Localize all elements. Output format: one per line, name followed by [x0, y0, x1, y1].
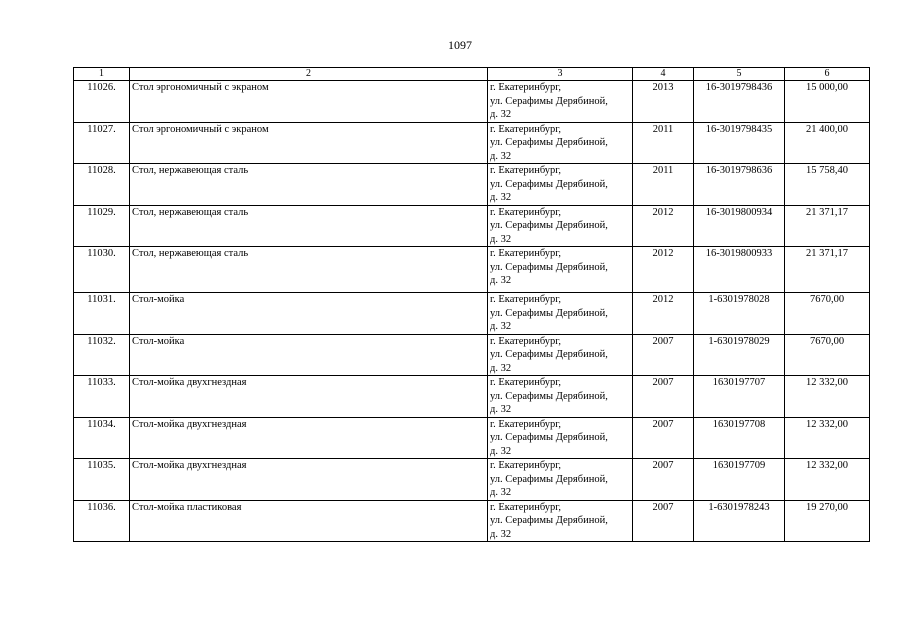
- item-year: 2013: [633, 81, 694, 123]
- column-header-3: 3: [488, 68, 633, 81]
- column-header-4: 4: [633, 68, 694, 81]
- address-building: д. 32: [490, 275, 512, 286]
- item-address: [488, 293, 633, 335]
- item-name: Стол-мойка: [130, 334, 488, 376]
- table-row: [74, 164, 870, 206]
- address-street: ул. Серафимы Дерябиной,: [490, 261, 608, 273]
- address-city: г. Екатеринбург,: [490, 377, 562, 388]
- column-header-5: 5: [694, 68, 785, 81]
- address-street: ул. Серафимы Дерябиной,: [490, 137, 608, 148]
- column-header-6: 6: [785, 68, 870, 81]
- item-address: [488, 205, 633, 247]
- address-building: д. 32: [490, 109, 512, 120]
- item-cost: 21 371,17: [785, 205, 870, 247]
- table-row: [74, 293, 870, 335]
- item-cost: 19 270,00: [785, 500, 870, 542]
- row-number: 11033.: [74, 376, 130, 418]
- address-street: ул. Серафимы Дерябиной,: [490, 307, 608, 319]
- item-name: Стол-мойка двухгнездная: [130, 376, 488, 418]
- item-name: Стол-мойка пластиковая: [130, 500, 488, 542]
- item-year: 2007: [633, 417, 694, 459]
- table-row: [74, 376, 870, 418]
- item-year: 2011: [633, 122, 694, 164]
- item-cost: 12 332,00: [785, 376, 870, 418]
- inventory-number: 1630197707: [694, 376, 785, 418]
- item-name: Стол эргономичный с экраном: [130, 122, 488, 164]
- item-cost: 21 371,17: [785, 247, 870, 293]
- item-name: Стол-мойка двухгнездная: [130, 459, 488, 501]
- address-city: г. Екатеринбург,: [490, 206, 562, 218]
- row-number: 11028.: [74, 164, 130, 206]
- item-cost: 21 400,00: [785, 122, 870, 164]
- address-building: д. 32: [490, 150, 512, 162]
- item-cost: 12 332,00: [785, 459, 870, 501]
- address-building: д. 32: [490, 362, 512, 374]
- address-city: г. Екатеринбург,: [490, 82, 562, 93]
- address-building: д. 32: [490, 487, 512, 498]
- inventory-number: 16-3019798436: [694, 81, 785, 123]
- item-year: 2012: [633, 205, 694, 247]
- table-row: [74, 334, 870, 376]
- item-year: 2007: [633, 376, 694, 418]
- item-address: [488, 122, 633, 164]
- address-city: г. Екатеринбург,: [490, 165, 562, 176]
- column-header-1: 1: [74, 68, 130, 81]
- item-address: [488, 247, 633, 293]
- inventory-number: 16-3019798636: [694, 164, 785, 206]
- address-street: ул. Серафимы Дерябиной,: [490, 349, 608, 360]
- item-name: Стол-мойка двухгнездная: [130, 417, 488, 459]
- table-row: [74, 247, 870, 293]
- address-city: г. Екатеринбург,: [490, 335, 562, 347]
- item-name: Стол, нержавеющая сталь: [130, 205, 488, 247]
- item-cost: 12 332,00: [785, 417, 870, 459]
- item-cost: 7670,00: [785, 293, 870, 335]
- table-row: [74, 459, 870, 501]
- inventory-number: 1630197709: [694, 459, 785, 501]
- table-row: [74, 417, 870, 459]
- address-street: ул. Серафимы Дерябиной,: [490, 220, 608, 231]
- item-year: 2012: [633, 293, 694, 335]
- header-row: [74, 68, 870, 81]
- item-address: [488, 81, 633, 123]
- address-city: г. Екатеринбург,: [490, 248, 562, 259]
- item-year: 2007: [633, 459, 694, 501]
- row-number: 11030.: [74, 247, 130, 293]
- address-city: г. Екатеринбург,: [490, 294, 562, 305]
- address-street: ул. Серафимы Дерябиной,: [490, 515, 608, 526]
- row-number: 11029.: [74, 205, 130, 247]
- address-building: д. 32: [490, 445, 512, 457]
- address-building: д. 32: [490, 528, 512, 540]
- item-name: Стол-мойка: [130, 293, 488, 335]
- address-building: д. 32: [490, 404, 512, 415]
- address-street: ул. Серафимы Дерябиной,: [490, 178, 608, 190]
- row-number: 11036.: [74, 500, 130, 542]
- item-address: [488, 334, 633, 376]
- inventory-number: 1-6301978028: [694, 293, 785, 335]
- table-row: [74, 81, 870, 123]
- address-building: д. 32: [490, 321, 512, 332]
- row-number: 11026.: [74, 81, 130, 123]
- item-cost: 7670,00: [785, 334, 870, 376]
- item-address: [488, 459, 633, 501]
- row-number: 11034.: [74, 417, 130, 459]
- item-address: [488, 376, 633, 418]
- address-street: ул. Серафимы Дерябиной,: [490, 390, 608, 402]
- address-building: д. 32: [490, 233, 512, 245]
- item-name: Стол, нержавеющая сталь: [130, 164, 488, 206]
- row-number: 11027.: [74, 122, 130, 164]
- table-row: [74, 205, 870, 247]
- item-year: 2007: [633, 334, 694, 376]
- item-year: 2012: [633, 247, 694, 293]
- address-city: г. Екатеринбург,: [490, 123, 562, 135]
- property-registry-table: [73, 67, 870, 542]
- address-city: г. Екатеринбург,: [490, 501, 562, 513]
- address-city: г. Екатеринбург,: [490, 418, 562, 430]
- address-street: ул. Серафимы Дерябиной,: [490, 473, 608, 485]
- item-cost: 15 000,00: [785, 81, 870, 123]
- address-city: г. Екатеринбург,: [490, 460, 562, 471]
- item-cost: 15 758,40: [785, 164, 870, 206]
- table-row: [74, 122, 870, 164]
- item-address: [488, 164, 633, 206]
- row-number: 11035.: [74, 459, 130, 501]
- inventory-number: 1-6301978243: [694, 500, 785, 542]
- item-name: Стол эргономичный с экраном: [130, 81, 488, 123]
- item-year: 2007: [633, 500, 694, 542]
- address-street: ул. Серафимы Дерябиной,: [490, 432, 608, 443]
- address-building: д. 32: [490, 192, 512, 203]
- row-number: 11031.: [74, 293, 130, 335]
- column-header-2: 2: [130, 68, 488, 81]
- inventory-number: 16-3019800934: [694, 205, 785, 247]
- item-address: [488, 417, 633, 459]
- item-year: 2011: [633, 164, 694, 206]
- inventory-number: 16-3019798435: [694, 122, 785, 164]
- inventory-number: 1630197708: [694, 417, 785, 459]
- inventory-number: 16-3019800933: [694, 247, 785, 293]
- row-number: 11032.: [74, 334, 130, 376]
- inventory-number: 1-6301978029: [694, 334, 785, 376]
- address-street: ул. Серафимы Дерябиной,: [490, 95, 608, 107]
- table-row: [74, 500, 870, 542]
- item-address: [488, 500, 633, 542]
- page-number: 1097: [448, 38, 472, 52]
- item-name: Стол, нержавеющая сталь: [130, 247, 488, 293]
